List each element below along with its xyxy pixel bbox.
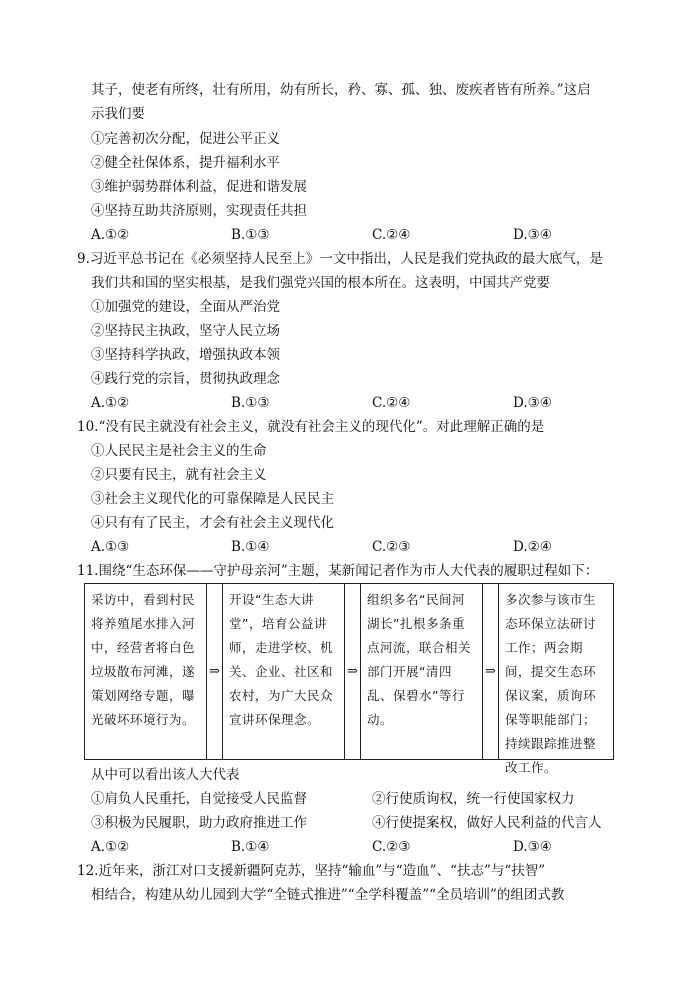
q10-item-3: ③社会主义现代化的可靠保障是人民民主 bbox=[91, 491, 334, 507]
q11-after-text: 从中可以看出该人大代表 bbox=[91, 767, 240, 783]
q9-item-3: ③坚持科学执政，增强执政本领 bbox=[91, 347, 280, 363]
q11-arrow-3: ⇒ bbox=[483, 584, 499, 759]
q8-item-3: ③维护弱势群体利益，促进和谐发展 bbox=[91, 179, 307, 195]
q11-box-3: 组织多名“民间河湖长”扎根多条重点河流，联合相关部门开展“清四乱、保碧水”等行动。 bbox=[361, 584, 483, 759]
q9-answer-a: A.①② bbox=[91, 395, 130, 411]
q9-answer-b: B.①③ bbox=[231, 395, 270, 411]
q12-stem-line1: 12.近年来，浙江对口支援新疆阿克苏，坚持“输血”与“造血”、“扶志”与“扶智” bbox=[77, 863, 546, 879]
q10-answer-c: C.②③ bbox=[372, 539, 411, 555]
q8-stem-line2: 示我们要 bbox=[91, 106, 145, 122]
q11-item-4: ④行使提案权，做好人民利益的代言人 bbox=[372, 815, 602, 831]
q8-stem-line1: 其子，使老有所终，壮有所用，幼有所长，矜、寡、孤、独、废疾者皆有所养。”这启 bbox=[91, 82, 591, 98]
q11-arrow-1: ⇒ bbox=[207, 584, 223, 759]
q9-answer-d: D.③④ bbox=[513, 395, 552, 411]
q8-answer-d: D.③④ bbox=[513, 227, 552, 243]
q11-answer-d: D.③④ bbox=[513, 839, 552, 855]
q9-item-1: ①加强党的建设，全面从严治党 bbox=[91, 299, 280, 315]
q10-item-2: ②只要有民主，就有社会主义 bbox=[91, 467, 267, 483]
q11-box-2: 开设“生态大讲堂”，培育公益讲师，走进学校、机关、企业、社区和农村，为广大民众宣讲环保理念。 bbox=[223, 584, 345, 759]
q8-answer-c: C.②④ bbox=[372, 227, 411, 243]
q9-stem-line1: 9.习近平总书记在《必须坚持人民至上》一文中指出，人民是我们党执政的最大底气，是 bbox=[77, 251, 603, 267]
q11-box-1: 采访中，看到村民将养殖尾水排入河中，经营者将白色垃圾散布河滩，遂策划网络专题，曝光破坏环境行为。 bbox=[85, 584, 207, 759]
q10-item-1: ①人民民主是社会主义的生命 bbox=[91, 443, 267, 459]
q11-item-3: ③积极为民履职，助力政府推进工作 bbox=[91, 815, 307, 831]
q8-answer-b: B.①③ bbox=[231, 227, 270, 243]
q10-answer-d: D.②④ bbox=[513, 539, 552, 555]
q10-answer-a: A.①③ bbox=[91, 539, 130, 555]
q8-item-1: ①完善初次分配，促进公平正义 bbox=[91, 131, 280, 147]
q11-item-2: ②行使质询权，统一行使国家权力 bbox=[372, 791, 575, 807]
q9-answer-c: C.②④ bbox=[372, 395, 411, 411]
q9-item-4: ④践行党的宗旨，贯彻执政理念 bbox=[91, 371, 280, 387]
q8-item-2: ②健全社保体系，提升福利水平 bbox=[91, 155, 280, 171]
q8-item-4: ④坚持互助共济原则，实现责任共担 bbox=[91, 203, 307, 219]
q10-answer-b: B.①④ bbox=[231, 539, 270, 555]
q11-answer-c: C.②③ bbox=[372, 839, 411, 855]
q11-arrow-2: ⇒ bbox=[345, 584, 361, 759]
q11-answer-b: B.①④ bbox=[231, 839, 270, 855]
q12-stem-line2: 相结合，构建从幼儿园到大学“全链式推进”“全学科覆盖”“全员培训”的组团式教 bbox=[91, 887, 565, 903]
q11-box-4: 多次参与该市生态环保立法研讨工作；两会期间，提交生态环保议案，质询环保等职能部门；持续跟踪推进整改工作。 bbox=[505, 592, 597, 775]
q11-stem: 11.围绕“生态环保——守护母亲河”主题，某新闻记者作为市人大代表的履职过程如下： bbox=[77, 563, 599, 579]
q11-item-1: ①肩负人民重托，自觉接受人民监督 bbox=[91, 791, 307, 807]
q11-answer-a: A.①② bbox=[91, 839, 130, 855]
q10-item-4: ④只有有了民主，才会有社会主义现代化 bbox=[91, 515, 334, 531]
q9-stem-line2: 我们共和国的坚实根基，是我们强党兴国的根本所在。这表明，中国共产党要 bbox=[91, 275, 550, 291]
q10-stem: 10.“没有民主就没有社会主义，就没有社会主义的现代化”。对此理解正确的是 bbox=[77, 419, 545, 435]
q8-answer-a: A.①② bbox=[91, 227, 130, 243]
q9-item-2: ②坚持民主执政，坚守人民立场 bbox=[91, 323, 280, 339]
